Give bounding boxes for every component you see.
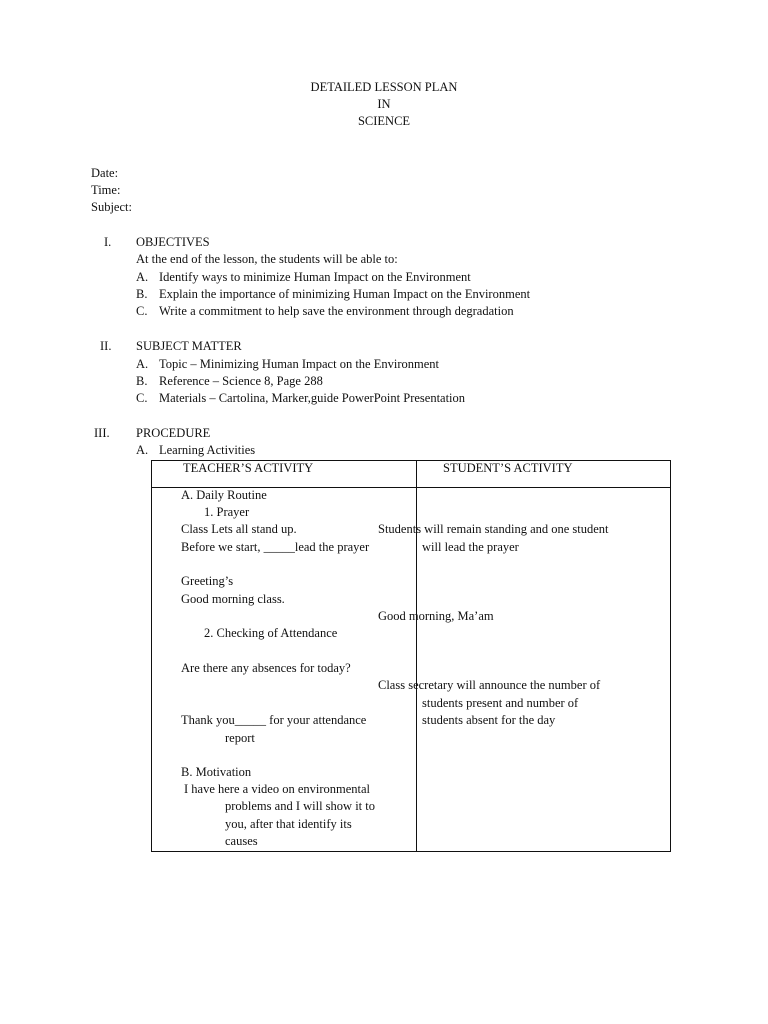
subject-item-reference: Reference – Science 8, Page 288 [159,374,323,388]
subject-letter-a: A. [136,357,149,371]
objectives-number: I. [104,235,112,249]
teacher-video-2: problems and I will show it to [225,799,375,813]
procedure-sub-heading: Learning Activities [159,443,256,457]
objectives-intro: At the end of the lesson, the students will be able to: [136,252,398,266]
teacher-stand: Class Lets all stand up. [181,522,297,536]
table-column-divider [416,460,417,851]
procedure-number: III. [94,426,110,440]
subject-item-topic: Topic – Minimizing Human Impact on the Environment [159,357,439,371]
subject-field: Subject: [91,200,132,214]
teacher-video-3: you, after that identify its [225,817,352,831]
procedure-heading: PROCEDURE [136,426,211,440]
objectives-heading: OBJECTIVES [136,235,210,249]
teacher-video-1: I have here a video on environmental [184,782,371,796]
student-secretary-1: Class secretary will announce the number of [378,678,601,692]
teacher-good-morning: Good morning class. [181,592,285,606]
subject-item-materials: Materials – Cartolina, Marker,guide PowerPoint Presentation [159,391,466,405]
objective-item-b: Explain the importance of minimizing Human Impact on the Environment [159,287,531,301]
student-good-morning: Good morning, Ma’am [378,609,494,623]
teacher-absences: Are there any absences for today? [181,661,351,675]
subject-matter-heading: SUBJECT MATTER [136,339,242,353]
teacher-thank: Thank you_____ for your attendance [181,713,367,727]
subject-letter-c: C. [136,391,148,405]
title-line-1: DETAILED LESSON PLAN [310,80,458,94]
objective-letter-c: C. [136,304,148,318]
subject-letter-b: B. [136,374,148,388]
student-standing-2: will lead the prayer [422,540,519,554]
title-line-2: IN [377,97,391,111]
objective-letter-a: A. [136,270,149,284]
objective-item-c: Write a commitment to help save the environment through degradation [159,304,514,318]
student-standing-1: Students will remain standing and one student [378,522,609,536]
teacher-daily-routine: A. Daily Routine [181,488,267,502]
time-field: Time: [91,183,121,197]
teacher-motivation: B. Motivation [181,765,252,779]
objective-letter-b: B. [136,287,148,301]
title-line-3: SCIENCE [357,114,411,128]
teacher-greeting: Greeting’s [181,574,234,588]
teacher-attendance: 2. Checking of Attendance [204,626,338,640]
teacher-video-4: causes [225,834,258,848]
date-field: Date: [91,166,119,180]
teacher-report: report [225,731,255,745]
objective-item-a: Identify ways to minimize Human Impact on the Environment [159,270,471,284]
teacher-before: Before we start, _____lead the prayer [181,540,370,554]
procedure-sub-letter: A. [136,443,149,457]
teacher-activity-header: TEACHER’S ACTIVITY [183,461,314,475]
student-secretary-2: students present and number of [422,696,579,710]
student-activity-header: STUDENT’S ACTIVITY [443,461,573,475]
teacher-prayer: 1. Prayer [204,505,250,519]
subject-matter-number: II. [100,339,112,353]
student-secretary-3: students absent for the day [422,713,556,727]
